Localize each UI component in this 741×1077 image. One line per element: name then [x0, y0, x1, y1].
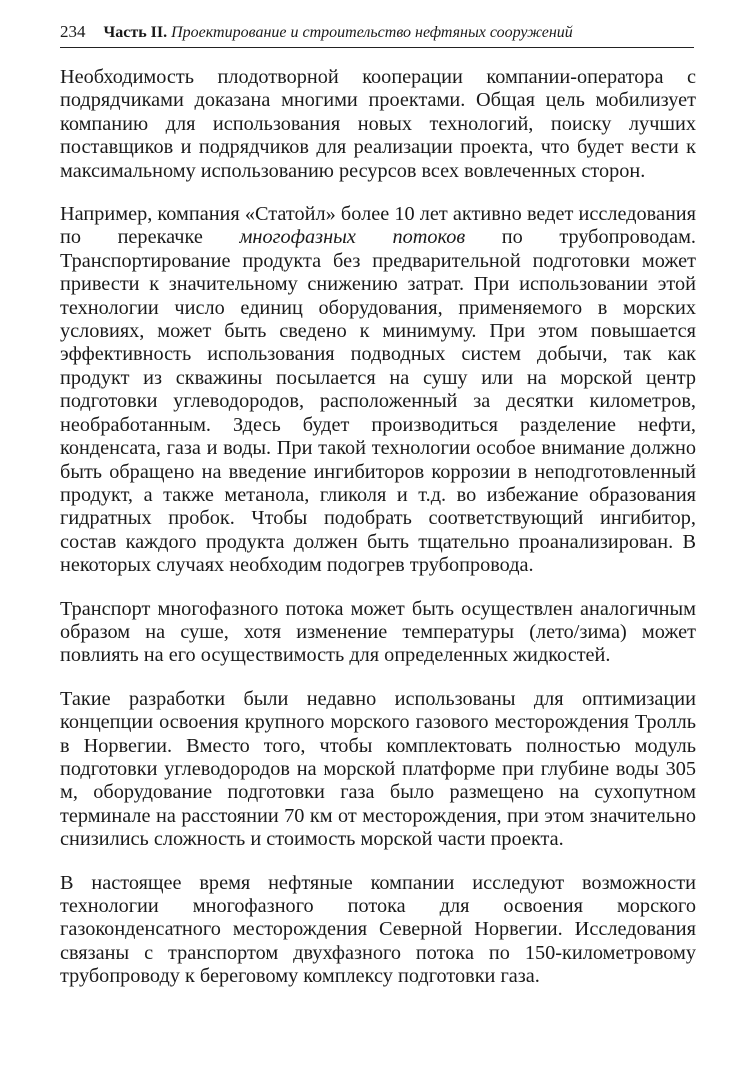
emphasis-multiphase-flows: многофазных потоков	[239, 226, 466, 249]
paragraph-1: Необходимость плодотворной кооперации компании-оператора с подрядчиками доказана многими проектами. Общая цель мобилизует компанию для использования новых технологий, поиску лучших поставщиков и подрядчиков для реализации проекта, что будет вести к максимальному использованию ресурсов всех вовлеченных сторон.	[60, 66, 696, 182]
paragraph-2-start: Например, компания «Статойл» более 10 лет активно ведет исследования по перекачке	[60, 203, 696, 249]
chapter-title: Проектирование и строительство нефтяных сооружений	[171, 24, 573, 41]
page-body	[60, 66, 696, 1009]
running-head	[60, 22, 694, 48]
paragraph-4: Такие разработки были недавно использованы для оптимизации концепции освоения крупного морского газового месторождения Тролль в Норвегии. Вместо того, чтобы комплектовать полностью модуль подготовки углеводородов на морской платформе при глубине воды 305 м, оборудование подготовки газа было размещено на сухопутном терминале на расстоянии 70 км от месторождения, при этом значительно снизились сложность и стоимость морской части проекта.	[60, 687, 696, 851]
paragraph-2-end: по трубопроводам. Транспортирование продукта без предварительной подготовки может привести к значительному снижению затрат. При использовании этой технологии число единиц оборудования, применяемого в морских условиях, может быть сведено к минимуму. При этом повышается эффективность использования подводных систем добычи, так как продукт из скважины посылается на сушу или на морской центр подготовки углеводородов, расположенный за десятки километров, необработанным. Здесь будет производиться разделение нефти, конденсата, газа и воды. При такой технологии особое внимание должно быть обращено на введение ингибиторов коррозии в неподготовленный продукт, а также метанола, гликоля и т.д. во избежание образования гидратных пробок. Чтобы подобрать соответствующий ингибитор, состав каждого продукта должен быть тщательно проанализирован. В некоторых случаях необходим подогрев трубопровода.	[60, 226, 696, 577]
part-label: Часть II.	[103, 24, 168, 41]
paragraph-5: В настоящее время нефтяные компании исследуют возможности технологии многофазного потока для освоения морского газоконденсатного месторождения Северной Норвегии. Исследования связаны с транспортом двухфазного потока по 150-километровому трубопроводу к береговому комплексу подготовки газа.	[60, 871, 696, 988]
paragraph-3: Транспорт многофазного потока может быть осуществлен аналогичным образом на суше, хотя изменение температуры (лето/зима) может повлиять на его осуществимость для определенных жидкостей.	[60, 597, 696, 667]
page-number: 234	[60, 22, 86, 41]
running-head-text	[104, 24, 573, 42]
paragraph-2	[60, 203, 696, 578]
